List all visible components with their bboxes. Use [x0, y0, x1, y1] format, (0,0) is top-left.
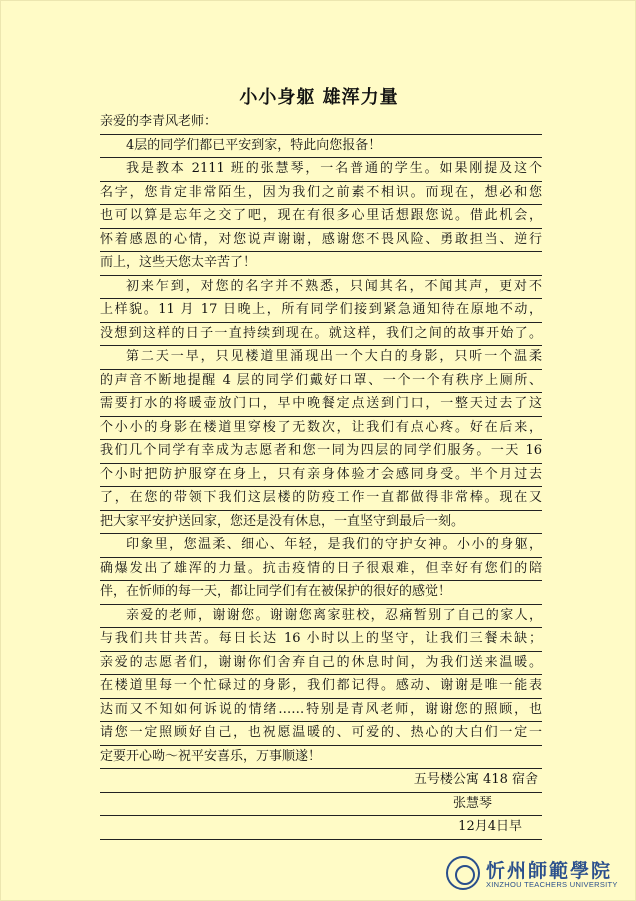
letter-line: 确爆发出了雄浑的力量。抗击疫情的日子很艰难，但幸好有您们的陪 — [100, 558, 542, 582]
letter-line: 在楼道里每一个忙碌过的身影，我们都记得。感动、谢谢是唯一能表 — [100, 675, 542, 699]
letter-body — [100, 111, 542, 840]
letter-line: 了，在您的带领下我们这层楼的防疫工作一直都做得非常棒。现在又 — [100, 487, 542, 511]
university-emblem-icon — [446, 856, 480, 890]
letter-line: 我们几个同学有幸成为志愿者和您一同为四层的同学们服务。一天 16 — [100, 440, 542, 464]
letter-line: 而上，这些天您太辛苦了！ — [100, 252, 542, 276]
letter-title: 小小身躯 雄浑力量 — [239, 87, 399, 108]
letter-line: 也可以算是忘年之交了吧，现在有很多心里话想跟您说。借此机会， — [100, 205, 542, 229]
letter-line: 定要开心呦～祝平安喜乐，万事顺遂！ — [100, 746, 542, 770]
letter-line: 伴，在忻师的每一天，都让同学们有在被保护的很好的感觉！ — [100, 581, 542, 605]
letter-line: 名字，您肯定非常陌生，因为我们之前素不相识。而现在，想必和您 — [100, 182, 542, 206]
university-name-en: XINZHOU TEACHERS UNIVERSITY — [486, 880, 618, 889]
letter-line: 与我们共甘共苦。每日长达 16 小时以上的坚守，让我们三餐未缺； — [100, 628, 542, 652]
letter-line: 达而又不知如何诉说的情绪……特别是青风老师，谢谢您的照顾，也 — [100, 699, 542, 723]
letter-line: 亲爱的志愿者们，谢谢你们舍弃自己的休息时间，为我们送来温暖。 — [100, 652, 542, 676]
university-logo — [446, 856, 626, 896]
greeting-line: 亲爱的李青风老师： — [100, 111, 542, 135]
signature-name: 张慧琴 — [100, 793, 542, 817]
letter-line: 上样貌。11 月 17 日晚上，所有同学们接到紧急通知待在原地不动， — [100, 299, 542, 323]
letter-line: 的声音不断地提醒 4 层的同学们戴好口罩、一个一个有秩序上厕所、 — [100, 370, 542, 394]
signature-date: 12月4日早 — [100, 816, 542, 840]
letter-line: 请您一定照顾好自己，也祝愿温暖的、可爱的、热心的大白们一定一 — [100, 722, 542, 746]
letter-line: 第二天一早，只见楼道里涌现出一个大白的身影，只听一个温柔 — [100, 346, 542, 370]
letter-line: 需要打水的将暖壶放门口，早中晚餐定点送到门口，一整天过去了这 — [100, 393, 542, 417]
letter-line: 把大家平安护送回家，您还是没有休息，一直坚守到最后一刻。 — [100, 511, 542, 535]
signature-dorm: 五号楼公寓 418 宿舍 — [100, 769, 542, 793]
letter-line: 个小时把防护服穿在身上，只有亲身体验才会感同身受。半个月过去 — [100, 464, 542, 488]
letter-line: 初来乍到，对您的名字并不熟悉，只闻其名，不闻其声，更对不 — [100, 276, 542, 300]
letter-line: 亲爱的老师，谢谢您。谢谢您离家驻校，忍痛暂别了自己的家人， — [100, 605, 542, 629]
university-name-cn: 忻州師範學院 — [486, 860, 613, 882]
letter-line: 没想到这样的日子一直持续到现在。就这样，我们之间的故事开始了。 — [100, 323, 542, 347]
letter-line: 我是教本 2111 班的张慧琴，一名普通的学生。如果刚提及这个 — [100, 158, 542, 182]
letter-line: 个小小的身影在楼道里穿梭了无数次，让我们有点心疼。好在后来， — [100, 417, 542, 441]
letter-line: 怀着感恩的心情，对您说声谢谢，感谢您不畏风险、勇敢担当、逆行 — [100, 229, 542, 253]
letter-line: 印象里，您温柔、细心、年轻，是我们的守护女神。小小的身躯， — [100, 534, 542, 558]
letter-line: 4层的同学们都已平安到家，特此向您报备！ — [100, 135, 542, 159]
